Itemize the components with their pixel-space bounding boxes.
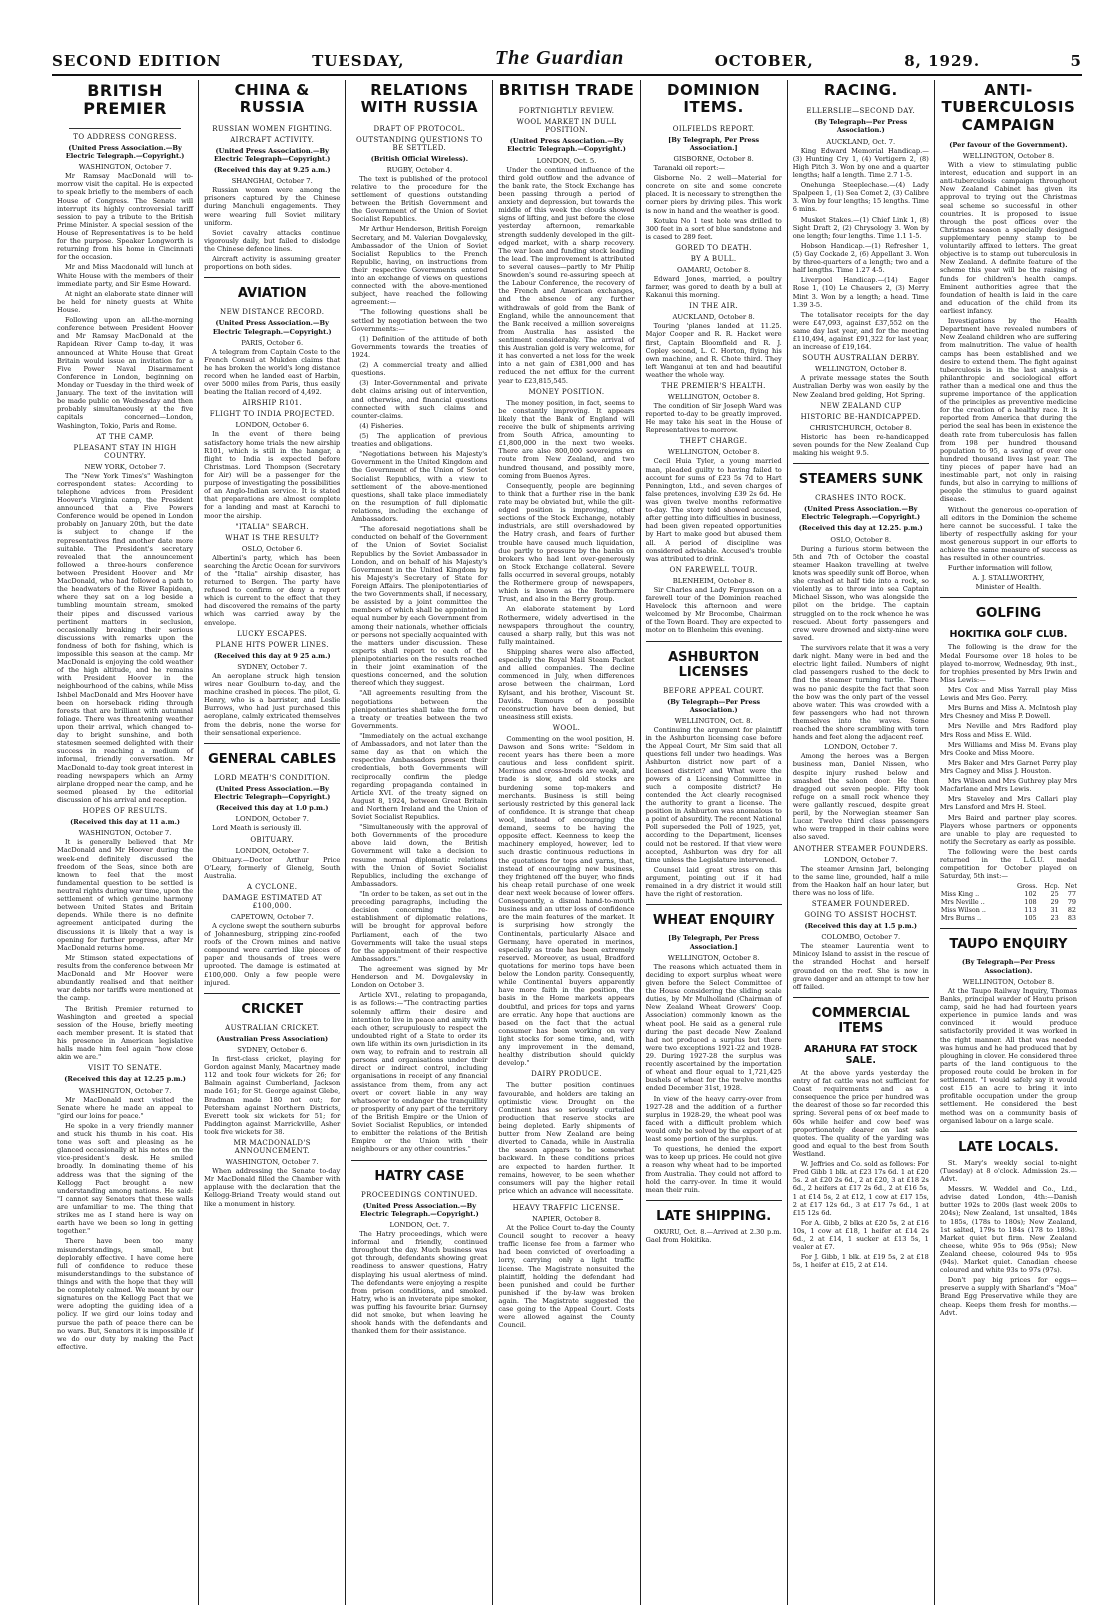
paragraph: Mrs Staveley and Mrs Callari play Mrs Lansford and Mrs H. Steel. — [939, 795, 1077, 812]
handicap: 23 — [1050, 914, 1059, 923]
received-line: (Received this day at 9.25 a.m.) — [213, 165, 331, 174]
paragraph: Albertini's party, which has been searching the Arctic Ocean for survivors of the "Italia" airship disaster, has returned to Bergen. The party have refused to confirm or deny a report which is current to the effect that they had discovered the remains of the party which was carried away by the envelope. — [204, 553, 341, 627]
player-name: Mrs Burns .. — [940, 914, 982, 923]
paragraph: Commenting on the wool position, H. Dawson and Sons write: "Seldom in recent years has there been a more cautious and less confident spirit. Merinos and cross-breds are weak, and trade is slow, and old stocks are burdening some top-makers and merchants. Business is still being seriously restricted by this general lack of confidence. It is strange that cheap wool, instead of encouraging the demand, seems to be having the opposite effect. Keenness to keep the machinery employed, however, led to such drastic continuous reductions in the quotations for tops and yarns, that, instead of encouraging new business, they frightened off the buyer, who finds his cheap retail purchase of one week dear next week because of lower offers. Consequently, a dismal hand-to-mouth business and an utter loss of confidence are the main features of the market. It is surprising how strongly the Continentals, particularly Alsace and Germany, have operated in merinos, especially as trade has been extremely reserved. Moreover, as usual, Bradford quotations for merino tops have been below the London parity. Consequently, while Continental buyers apparently have more faith in the position, the basis in the Home markets appears doubtful, and prices for tops and yarns are erratic. Any hope that auctions are based on the fact that the actual consumer has been working on very light stocks for some time, and, with any improvement in the demand, healthy distribution should quickly develop." — [498, 734, 635, 1068]
subhead: "ITALIA" SEARCH. — [235, 522, 309, 531]
dateline: AUCKLAND, October 8. — [672, 313, 755, 322]
paragraph: Soviet cavalry attacks continue vigorously daily, but failed to dislodge the Chinese defence lines. — [204, 228, 341, 253]
table-row — [940, 898, 1077, 906]
golf-scores-table — [940, 882, 1077, 922]
player-name: Mrs Neville .. — [940, 898, 985, 907]
headline-british-trade: BRITISH TRADE — [498, 81, 635, 99]
paragraph: (3) Inter-Governmental and private debt claims arising out of intervention, and otherwise, and financial questions connected with such claims and counter-claims. — [351, 379, 488, 420]
paragraph: The survivors relate that it was a very dark night. Many were in bed and the electric light failed. Numbers of night clad passengers rushed to the deck to find the steamer turning turtle. There was no panic despite the fact that soon the bow was the only part of the vessel above water. This was crowded with a few passengers who had not thrown themselves into the waves. Some reached the shore scrambling with torn hands and feet along the adjacent reef. — [792, 644, 929, 742]
masthead-month: OCTOBER, — [714, 52, 814, 70]
paragraph: (4) Fisheries. — [359, 421, 404, 430]
net-score: 79 — [1067, 898, 1076, 907]
subhead: GORED TO DEATH. — [675, 243, 752, 252]
paragraph: During a furious storm between the 5th and 7th of October the coastal steamer Haakon travelling at twelve knots was speedily sunk off Boroe, when she crashed at half tide into a rock, so violently as to throw into sea Captain Michael Sisson, who was alongside the pilot on the bridge. The captain struggled on to the rock whence he was rescued. About forty passengers and crew were drowned and sixty-nine were saved. — [792, 544, 929, 642]
dateline: WELLINGTON, October 8. — [815, 365, 907, 374]
signature-title: Minister of Health. — [975, 583, 1042, 592]
subhead: WHAT IS THE RESULT? — [225, 533, 320, 542]
paragraph: In the event of there being satisfactory home trials the new airship R101, which is still in the hangar, a flight to India is expected before Christmas. Lord Thompson (Secretary for Air) will be a passenger for the purpose of investigating the possibilities of an Anglo-Indian service. It is stated that preparations are almost complete for a landing and mast at Karachi to moor the airship. — [204, 430, 341, 520]
paragraph: In first-class cricket, playing for Gordon against Manly, Macartney made 112 and took four wickets for 26; for Balmain against Cumberland, Jackson made 161; for St. George against Glebe, Bradman made 180 not out; for Petersham against Northern Districts, Everett took six wickets for 51; for Paddington against Marrickville, Asher took five wickets for 38. — [204, 1054, 341, 1136]
received-line: (Received this day at 1.0 p.m.) — [215, 804, 329, 813]
paragraph: Don't pay big prices for eggs—preserve a supply with Sharland's "Moa" Brand Egg Preservative while they are cheap. Keeps them fresh for months.—Advt. — [939, 1276, 1077, 1317]
subhead: PROCEEDINGS CONTINUED. — [361, 1190, 478, 1199]
paper-title: The Guardian — [494, 47, 625, 69]
paragraph: OKURU, Oct. 8.—Arrived at 2.30 p.m. Gael from Hokitika. — [645, 1227, 782, 1244]
paragraph: The steamer Arnsinn Jarl, belonging to the same line, grounded, half a mile from the Haakon half an hour later, but there was no loss of life. — [792, 864, 929, 897]
headline-dominion-items: DOMINION ITEMS. — [667, 81, 761, 117]
headline-commercial-items: COMMERCIAL ITEMS — [793, 997, 929, 1040]
credit-line: (United Press Association.—By Electric Telegraph.—Copyright.) — [801, 505, 921, 522]
headline-late-locals: LATE LOCALS. — [940, 1131, 1077, 1159]
gross-score: 108 — [1024, 898, 1037, 907]
dateline: LONDON, October 7. — [824, 743, 898, 752]
paragraph: To questions, he denied the export was to keep up prices. He could not give a reason why wheat had to be imported from Australia. They could not afford to hold the carry-over. In time it would mean their ruin. — [645, 1145, 782, 1194]
column-5 — [641, 80, 788, 1605]
dateline: LONDON, October 6. — [235, 421, 309, 430]
paragraph: "In order to be taken, as set out in the preceding paragraphs, including the decision concerning the re-establishment of diplomatic relations, will be brought for approval before Parliament, each of the two Governments will take the usual steps for the appointment of their respective Ambassadors." — [351, 890, 488, 963]
dateline: LONDON, Oct. 7. — [389, 1221, 450, 1229]
paragraph: He spoke in a very friendly manner and stuck his thumb in his coat. His tone was soft and pleasing as he glanced occasionally at his notes on the vice-president's desk. He smiled broadly. In dominating theme of his address was that the signing of the Kellogg Pact brought a new understanding among nations. He said: "I cannot say Senators that these walls are unfamiliar to me. The thing that strikes me as I stand here is way on earth have we been so long in getting together." — [57, 1121, 194, 1236]
paragraph: The totalisator receipts for the day were £47,093, against £37,552 on the same day last year, and for the meeting £110,494, against £91,322 for last year, an increase of £19,164. — [792, 310, 929, 352]
column-4 — [493, 80, 640, 1605]
headline-wheat-enquiry: WHEAT ENQUIRY — [646, 904, 782, 932]
dateline: BLENHEIM, October 8. — [672, 576, 755, 585]
table-row — [940, 890, 1077, 898]
paragraph: Musket Stakes.—(1) Chief Link 1, (8) Sight Draft 2, (2) Chrysology 3. Won by one length; four lengths. Time 1.1 1-5. — [792, 215, 929, 240]
dateline: COLOMBO, October 7. — [821, 933, 901, 942]
subhead: GOING TO ASSIST HOCHST. — [804, 910, 918, 919]
column-3 — [346, 80, 493, 1605]
dateline: SYDNEY, October 7. — [237, 662, 308, 671]
paragraph: Investigations by the Health Department have revealed numbers of New Zealand children who are suffering from malnutrition. The value of health camps has been established and we desire to extend them. The fight against tuberculosis is in the last analysis a philanthropic and sociological effort rather than a medical one and thus the supreme importance of the application of the principles as preventive medicine for the creation of a healthy race. It is reported from America that during the period the seal has been in existence the death rate from tuberculosis has fallen from 198 per hundred thousand population to 95, a saving of over one hundred thousand lives last year. The tiny pieces of paper have had an inestimable part, not only in raising funds, but also in carrying to millions of people the stimulus to guard against disease. — [939, 317, 1077, 504]
paragraph: (1) Definition of the attitude of both Governments towards the treaties of 1924. — [351, 334, 488, 360]
paragraph: An aeroplane struck high tension wires near Goulburn to-day, and the machine crashed in pieces. The pilot, G. Henry, who is a barrister, and Leslie Burrows, who had just purchased this aeroplane, calmly extricated themselves from the debris, none the worse for their sensational experience. — [204, 671, 341, 737]
dateline: LONDON, Oct. 5. — [536, 156, 597, 165]
credit-line: (United Press Association.—By Electric Telegraph.—Copyright.) — [65, 143, 185, 161]
subhead: OBITUARY. — [250, 835, 295, 844]
gross-score: 113 — [1024, 906, 1037, 915]
subhead: HOPES OF RESULTS. — [82, 807, 168, 816]
received-line: (Received this day at 11 a.m.) — [70, 818, 180, 827]
dateline: CAPETOWN, October 7. — [230, 912, 314, 921]
masthead — [52, 42, 1082, 76]
dateline: WASHINGTON, October 7. — [78, 1086, 172, 1095]
paragraph: Mrs Baird and partner play scores. Players whose partners or opponents are unable to play are requested to notify the Secretary as early as possible. — [939, 813, 1077, 846]
dateline: WELLINGTON, October 8. — [962, 977, 1055, 986]
column-2 — [199, 80, 346, 1605]
subhead: CRASHES INTO ROCK. — [815, 494, 907, 502]
subhead: HISTORIC BE-HANDICAPPED. — [800, 412, 921, 421]
paragraph: An elaborate statement by Lord Rothermere, widely advertised in the newspapers throughout the country, caused a sharp rally, but this was not fully maintained. — [498, 605, 635, 646]
paragraph: Mr Stimson stated expectations of results from the conference between Mr MacDonald and Mr Hoover were abundantly realised and that neither war debts nor tariffs were mentioned at the camp. — [57, 953, 194, 1003]
subhead: BEFORE APPEAL COURT. — [663, 686, 765, 695]
subhead: AIRCRAFT ACTIVITY. — [230, 135, 315, 144]
divider — [69, 128, 181, 129]
net-score: 77 — [1067, 890, 1076, 899]
paragraph: For J. Gibb, 1 blk. at £19 5s, 2 at £18 5s, 1 heifer at £15, 2 at £14. — [792, 1253, 929, 1270]
subhead: OUTSTANDING QUESTIONS TO BE SETTLED. — [355, 135, 483, 152]
paragraph: Mrs Baker and Mrs Garnet Perry play Mrs Cagney and Miss J. Houston. — [939, 758, 1077, 775]
headline-golfing: GOLFING — [940, 597, 1077, 625]
received-line: (Received this day at 12.25 p.m.) — [64, 1075, 186, 1084]
paragraph: Taranaki oil report:— — [653, 163, 725, 172]
paragraph: Without the generous co-operation of all editors in the Dominion the scheme here cannot be successful. I take the liberty of respectfully asking for your most generous support in our efforts to achieve the same measure of success as has resulted in other countries. — [939, 505, 1077, 563]
masthead-day: TUESDAY, — [312, 52, 405, 70]
handicap: 25 — [1050, 890, 1059, 899]
paragraph: Mr Ramsay MacDonald will to-morrow visit the capital. He is expected to speak briefly to the members of each House of Congress. The Senate will interrupt its highly controversial tariff session to pay a tribute to the British Prime Minister. A special session of the House of Representatives is to be held for the purpose. Speaker Longworth is returning from his home in Cincinnati for the occasion. — [57, 172, 194, 262]
player-name: Miss Wilson .. — [940, 906, 986, 915]
handicap: 29 — [1050, 898, 1059, 907]
paragraph: A cyclone swept the southern suburbs of Johannesburg, stripping zinc-roofed roofs of the Crown mines and native compound were carried like pieces of paper and thousands of trees were uprooted. The damage is estimated at £100,000. Only a few people were injured. — [204, 921, 341, 987]
credit-line: (Australian Press Association) — [216, 1034, 329, 1043]
credit-line: (United Press Association.—By Electric Telegraph.—Copyright.) — [212, 319, 332, 336]
subhead: THE PREMIER'S HEALTH. — [661, 382, 766, 391]
subhead: TO ADDRESS CONGRESS. — [73, 132, 177, 141]
table-row — [940, 906, 1077, 914]
dateline: WELLINGTON, October 8. — [667, 393, 760, 402]
table-header-row — [940, 882, 1077, 890]
paragraph: Liverpool Handicap.—(14) Eager Rose 1, (10) Le Chausers 2, (3) Merry Mint 3. Won by a length; a head. Time 1.39 3-5. — [792, 276, 929, 309]
paragraph: "Immediately on the actual exchange of Ambassadors, and not later than the same day as that on which the respective Ambassadors present their credentials, both Governments will reciprocally confirm the pledge regarding propaganda contained in Article XVI. of the treaty signed on August 8, 1924, between Great Britain and Northern Ireland and the Union of Soviet Socialist Republics. — [351, 731, 488, 822]
net-score: 82 — [1067, 906, 1076, 915]
subhead: AIRSHIP R101. — [242, 399, 303, 408]
credit-line: (United Press Association.—By Electric Telegraph—Copyright.) — [214, 784, 331, 801]
dateline: WELLINGTON, Oct. 8. — [674, 717, 753, 726]
received-line: (Received this day at 1.5 p.m.) — [804, 921, 918, 930]
handicap: 31 — [1050, 906, 1059, 915]
headline-late-shipping: LATE SHIPPING. — [646, 1200, 782, 1228]
paragraph: Lord Meath is seriously ill. — [212, 824, 302, 833]
paragraph: At the above yards yesterday the entry of fat cattle was not sufficient for Coast requirements and as a consequence the price per hundred was the dearest of those so far recorded this spring. Several pens of ox beef made to 60s while heifer and cow beef was proportionately dearer on last sale quotes. The quality of the yarding was good and equal to the best from South Westland. — [792, 1068, 929, 1158]
table-header-cell: Gross. — [1017, 882, 1038, 891]
paragraph: Further information will follow, — [947, 564, 1053, 573]
subhead: A CYCLONE. — [247, 882, 298, 891]
dateline: WASHINGTON, October 7. — [225, 1158, 319, 1167]
paragraph: The reasons which actuated them in deciding to export surplus wheat were given before the Select Committee of the House considering the sliding scale duties, by Mr Mulholland (Chairman of New Zealand Wheat Growers' Coop. Association) commonly known as the wheat pool. He said as a general rule during the past decade New Zealand had not produced a surplus but there were two exceptions 1921-22 and 1928-29. During 1927-28 the surplus was recently ascertained by the importation of wheat and flour equal to 1,721,425 bushels of wheat for the twelve months ended December 31st, 1928. — [645, 962, 782, 1093]
headline-aviation: AVIATION — [204, 277, 340, 305]
dateline: WASHINGTON, October 7. — [78, 163, 172, 172]
subhead: FLIGHT TO INDIA PROJECTED. — [209, 410, 335, 419]
paragraph: (5) The application of previous treaties and obligations. — [351, 432, 488, 449]
dateline: NAPIER, October 8. — [531, 1214, 601, 1223]
dateline: OSLO, October 8. — [830, 535, 892, 544]
paragraph: The following is the draw for the Medal Foursome over 18 holes to be played to-morrow, Wednesday, 9th inst., for trophies presented by Mrs Irwin and Miss Lewis:— — [939, 643, 1077, 684]
paragraph: Onehunga Steeplechase.—(4) Lady Spalpeen 1, (1) Sea Comet 2, (3) Calibre 3. Won by four lengths; 15 lengths. Time 6 mins. — [792, 181, 929, 214]
page-number: 5 — [1070, 52, 1082, 70]
dateline: NEW YORK, October 7. — [84, 462, 166, 471]
paragraph: Mrs Neville and Mrs Radford play Mrs Ross and Miss E. Wild. — [939, 722, 1077, 739]
received-line: (Received this day at 12.25. p.m.) — [798, 524, 923, 533]
dateline: LONDON, October 7. — [824, 855, 898, 864]
paragraph: Cecil Huia Tyler, a young married man, pleaded guilty to having failed to account for sums of £23 5s 7d to Hart Pennington, Ltd., and seven charges of false pretences, involving £39 2s 6d. He was given twelve months reformative to-day. The story told showed accused, after getting into difficulties in business, had been given repeated opportunities by Hart to make good but abused them all. A period of discipline was considered advisable. Accused's trouble was attributed to drink. — [645, 457, 782, 563]
paragraph: Mrs Williams and Miss M. Evans play Mrs Cooke and Miss Moore. — [939, 740, 1077, 757]
headline-taupo-enquiry: TAUPO ENQUIRY — [940, 928, 1077, 956]
subhead: DAMAGE ESTIMATED AT £100,000. — [222, 893, 322, 910]
paragraph: Russian women were among the prisoners captured by the Chinese during Manchuli engagements. They were wearing full Soviet military uniform. — [204, 186, 341, 227]
dateline: SYDNEY, October 6. — [237, 1045, 308, 1054]
paragraph: "All agreements resulting from the negotiations between the plenipotentiaries shall take the form of a treaty or treaties between the two Governments. — [351, 689, 488, 730]
paragraph: Shipping shares were also affected, especially the Royal Mail Steam Packet and allied companies. The decline commenced in July, when differences arose between the chairman, Lord Kylsant, and his brother, Viscount St. Davids. Rumours of a possible reconstruction have been denied, but uneasiness still exists. — [498, 647, 635, 721]
paragraph: At the Police Court to-day the County Council sought to recover a heavy traffic license fee from a farmer who had been convicted of overloading a lorry, carrying only a light traffic license. The Magistrate nonsuited the plaintiff, holding the defendant had been punished and could be further punished if the by-law was broken again. The Magistrate suggested the case going to the Appeal Court. Costs were allowed against the County Council. — [498, 1223, 635, 1330]
paragraph: Mrs Wilson and Mrs Guthrey play Mrs Macfarlane and Mrs Lewis. — [939, 777, 1077, 794]
paragraph: Mr Arthur Henderson, British Foreign Secretary, and M. Valerian Dovgalevsky, Ambassador of the Union of Soviet Socialist Republics to the French Republic, having, on instructions from their respective Governments entered into an exchange of views on questions connected with the above-mentioned subject, have reached the following agreement:— — [351, 225, 488, 307]
subhead: ELLERSLIE—SECOND DAY. — [806, 107, 916, 116]
gross-score: 105 — [1024, 914, 1037, 923]
credit-line: (United Press Association.—By Electric Telegraph.—Copyright.) — [360, 1201, 479, 1218]
table-header-cell: Net — [1065, 882, 1077, 891]
headline-cricket: CRICKET — [204, 993, 340, 1021]
edition-label: SECOND EDITION — [52, 52, 222, 70]
credit-line: (By Telegraph—Per Press Association.) — [814, 118, 908, 135]
paragraph: A telegram from Captain Coste to the French Consul at Mukden claims that he has broken the world's long distance record when he landed east of Harbin, over 5000 miles from Paris, thus easily beating the Italian record of 4,492. — [204, 347, 341, 397]
paragraph: Edward Jones, married, a poultry farmer, was gored to death by a bull at Kakanui this morning. — [645, 274, 782, 300]
table-row — [940, 914, 1077, 922]
paragraph: Following upon an all-the-morning conference between President Hoover and Mr Ramsay MacDonald at the Rapidean River Camp to-day, it was announced at White House that Great Britain would issue an invitation for a Five Power Naval Disarmament Conference in London, beginning on Monday or Tuesday in the third week of January. The text of the invitation will be made public on Wednesday and then probably simultaneously at the five capitals concerned—London, Washington, Tokio, Paris and Rome. — [57, 316, 194, 430]
dateline: LONDON, October 7. — [235, 815, 309, 824]
paragraph: Among the heroes was a Bergen business man, Daniel Nissen, who despite injury rushed below and smashed the saloon door. He then dragged out seven people. Fifty took refuge on a small rock whence they were gallantly rescued, despite great peril, by the Norwegian steamer San Lucar. Twelve third class passengers who were trapped in their cabins were also saved. — [792, 752, 929, 842]
subhead: PLEASANT STAY IN HIGH COUNTRY. — [73, 443, 177, 460]
paragraph: "Negotiations between his Majesty's Government in the United Kingdom and the Government of the Union of Soviet Socialist Republics, with a view to settlement of the above-mentioned questions, shall take place immediately on the resumption of full diplomatic relations, including the exchange of Ambassadors. — [351, 450, 488, 524]
credit-line: (United Press Association.—By Electric Telegraph.—Copyright.) — [507, 137, 626, 154]
paragraph: The agreement was signed by Mr Henderson and M. Dovgalevsky in London on October 3. — [351, 965, 488, 990]
paragraph: St. Mary's weekly social to-night (Tuesday) at 8 o'clock. Admission 2s.—Advt. — [939, 1158, 1077, 1183]
headline-relations-russia: RELATIONS WITH RUSSIA — [360, 81, 479, 117]
paragraph: Counsel laid great stress on this argument, pointing out if it had remained in a dry district it would still have the right of restoration. — [645, 865, 782, 899]
paragraph: Mrs Cox and Miss Yarrall play Miss Lewis and Mrs Geo. Perry. — [939, 686, 1077, 703]
paragraph: Kotuku No 1 test hole was drilled to 300 feet in a sort of blue sandstone and is cased to 289 feet. — [645, 216, 782, 241]
masthead-date: 8, 1929. — [904, 52, 981, 70]
paragraph: At night an elaborate state dinner will be held for ninety guests at White House. — [57, 289, 194, 314]
paragraph: The butter position continues favourable, and holders are taking an optimistic view. Drought on the Continent has so seriously curtailed production that reserve stocks are being depleted. Early shipments of butter from New Zealand are being diverted to Canada, while in Australia the season appears to be somewhat backward. In these conditions prices are expected to harden further. It remains, however, to be seen whether consumers will pay the higher retail price which an advance will necessitate. — [498, 1081, 635, 1195]
subhead: MR MACDONALD'S ANNOUNCEMENT. — [233, 1139, 311, 1156]
dateline: GISBORNE, October 8. — [673, 154, 754, 163]
subhead: DAIRY PRODUCE. — [531, 1070, 602, 1079]
headline-hokitika-golf: HOKITIKA GOLF CLUB. — [949, 629, 1068, 641]
paragraph: Messrs. W. Weddel and Co., Ltd., advise dated London, 4th:—Danish butter 192s to 200s (last week 200s to 204s); New Zealand, 1st unsalted, 184s to 185s, (178s to 180s); New Zealand, 1st salted, 179s to 184s (178 to 189s). Market quiet but firm. New Zealand cheese, white 95s to 96s (95s); New Zealand cheese, coloured 94s to 95s (94s). Market quiet. Canadian cheese coloured and white 93s to 97s (97s). — [939, 1185, 1077, 1275]
paragraph: Historic has been re-handicapped seven pounds for the New Zealand Cup making his weight 9.5. — [792, 432, 929, 457]
paragraph: For A. Gibb, 2 blks at £20 5s, 2 at £16 10s, 1 cow at £18, 1 heifer at £14 2s 6d., 2 at £14, 1 sucker at £13 5s, 1 vealer at £7. — [792, 1218, 929, 1252]
subhead: RUSSIAN WOMEN FIGHTING. — [212, 124, 333, 133]
dateline: PARIS, October 6. — [241, 338, 304, 347]
subhead: NEW ZEALAND CUP — [820, 401, 902, 410]
dateline: RUGBY, October 4. — [386, 165, 453, 174]
paragraph: Aircraft activity is assuming greater proportions on both sides. — [204, 255, 341, 272]
subhead: AT THE CAMP. — [96, 432, 154, 441]
subhead: STEAMER FOUNDERED. — [811, 899, 910, 908]
paragraph: The money position, in fact, seems to be constantly improving. It appears likely that the Bank of England will receive the bulk of shipments arriving from South Africa, amounting to £1,800,000 in the next two weeks. There are also 800,000 sovereigns en route from New Zealand, and two hundred thousand, and possibly more, coming from Buenos Ayres. — [498, 398, 635, 480]
subhead: BY A BULL. — [690, 254, 737, 263]
paragraph: The Hatry proceedings, which were informal and friendly, continued throughout the day. Much business was got through, defendants showing great readiness to answer questions, Hatry displaying his usual alertness of mind. The defendants were enjoying a respite from prison conditions, and smoked. Hatry, who is an inveterate pipe smoker, was puffing his favourite briar. Gurnsey did not smoke, but when leaving he shook hands with the defendants and thanked them for their assistance. — [351, 1230, 488, 1336]
subhead: IN THE AIR. — [689, 302, 739, 311]
headline-british-premier: BRITISH PREMIER — [83, 81, 167, 119]
dateline: OAMARU, October 8. — [676, 265, 751, 274]
paragraph: At the Taupo Railway Inquiry, Thomas Banks, principal warder of Hautu prison camp, said he had had fourteen years experience in pumice lands and was convinced it would produce satisfactorily provided it was worked in the right manner. All that was needed was humus and he had produced that by ploughing in clover. He considered three parts of the land contiguous to the proposed route could be broken in for settlement. "I would safely say it would cost £15 an acre to bring it into profitable occupation under the group settlement. He considered the best method was on a community basis of organised labour on a large scale. — [939, 986, 1077, 1125]
table-header-cell: Hcp. — [1044, 882, 1060, 891]
credit-line: (Per favour of the Government). — [949, 140, 1068, 149]
subhead: LUCKY ESCAPES. — [237, 629, 308, 638]
paragraph: The steamer Laurentia went to Minicoy Island to assist in the rescue of the stranded Hochst and herself grounded on the reef. She is now in grave danger and an attempt to tow her off failed. — [792, 942, 929, 991]
paragraph: Obituary.—Doctor Arthur Price O'Leary, formerly of Glenelg, South Australia. — [204, 855, 341, 880]
paragraph: King Edward Memorial Handicap.—(3) Hunting Cry 1, (4) Vertigern 2, (8) High Pitch 3. Won by one and a quarter lengths; half a length. Time 2.7 1-5. — [792, 146, 929, 180]
gross-score: 102 — [1024, 890, 1037, 899]
paragraph: Touring 'planes landed at 11.25. Major Cooper and R. R. Hacket were first, Captain Bloomfield and R. J. Copley second, L. C. Horton, flying his own machine, and R. Chote third. They left Wanganui at ten and had beautiful weather the whole way. — [645, 322, 782, 379]
subhead: NEW DISTANCE RECORD. — [220, 308, 325, 317]
subhead: HEAVY TRAFFIC LICENSE. — [512, 1203, 621, 1212]
credit-line: (British Official Wireless). — [370, 154, 468, 163]
column-6 — [788, 80, 935, 1605]
subhead: THEFT CHARGE. — [679, 437, 748, 446]
paragraph: Consequently, people are beginning to think that a further rise in the bank rate may be obviated but, while the gilt-edged position is improving, other sections of the Stock Exchange, notably industrials, are still overshadowed by the Hatry crash, and fears of further trouble have caused much liquidation, due partly to pressure by the banks on brokers who had lent over-generously on Stock Exchange collateral. Severe falls occurred in several groups, notably the Rothermere group of newspapers, which is known as the Rothermere Trust, and also in the Berry group. — [498, 481, 635, 604]
headline-racing: RACING. — [823, 81, 898, 99]
column-7 — [935, 80, 1082, 1605]
dateline: SHANGHAI, October 7. — [231, 177, 313, 186]
subhead: VISIT TO SENATE. — [88, 1064, 163, 1073]
paragraph: With a view to stimulating public interest, education and support in an anti-tuberculosis campaign throughout New Zealand Cabinet has given its approval to trying out the Christmas seal scheme so successful in other countries. It is proposed to issue through the post offices over the Christmas season a specially designed supplementary penny stamp to be voluntarily affixed to letters. The great objective is to stamp out tuberculosis in New Zealand. A definite feature of the scheme this year will be the raising of funds for children's health camps. Eminent authorities agree that the foundation of health is laid in the care and education of the child from its earliest infancy. — [939, 160, 1077, 315]
subhead: ON FAREWELL TOUR. — [669, 565, 758, 574]
headline-hatry-case: HATRY CASE — [351, 1160, 487, 1188]
subhead: AUSTRALIAN CRICKET. — [225, 1023, 320, 1032]
headline-steamers-sunk: STEAMERS SUNK — [793, 463, 929, 491]
subhead: DRAFT OF PROTOCOL. — [373, 124, 466, 133]
paragraph: "The following questions shall be settled by negotiation between the two Governments:— — [351, 308, 488, 333]
subhead: WOOL. — [552, 723, 581, 732]
paragraph: (2) A commercial treaty and allied questions. — [351, 361, 488, 378]
dateline: CHRISTCHURCH, October 8. — [809, 423, 912, 432]
credit-line: (United Press Association.—By Electric Telegraph—Copyright.) — [214, 146, 331, 163]
credit-line: [By Telegraph, Per Press Association.] — [668, 934, 760, 951]
credit-line: [By Telegraph, Per Press Association.] — [668, 135, 760, 152]
credit-line: (By Telegraph—Per Press Association.) — [667, 697, 761, 714]
newspaper-columns — [52, 80, 1082, 1605]
paragraph: A private message states the South Australian Derby was won easily by the New Zealand bred gelding, Hot Spring. — [792, 374, 929, 399]
paragraph: Under the continued influence of the third gold outflow and the advance of the bank rate, the Stock Exchange has been passing through a period of anxiety and depression, but towards the middle of this week the clouds showed signs of lifting, and just before the close yesterday afternoon, remarkable strength suddenly developed in the gilt-edged market, with a sharp recovery. The war loan and funding stock leading the lead. The improvement is attributed to several causes—partly to Mr Philip Snowden's sound re-assuring speech at the Labour Conference, the recovery of the French and American exchanges, and the absence of any further withdrawals of gold from the Bank of England, while the announcement that the Bank received a million sovereigns from Australia has assisted the sentiment considerably. The arrival of this Australian gold is very welcome, for it has converted a net loss for the week into a net gain of £381,000 and has reduced the net efflux for the current year to £23,815,545. — [498, 165, 635, 385]
paragraph: Sir Charles and Lady Fergusson on a farewell tour of the Dominion reached Havelock this afternoon and were welcomed by Mr Brocombe, Chairman of the Town Board. They are expected to motor on to Blenheim this evening. — [645, 585, 782, 635]
subhead: SOUTH AUSTRALIAN DERBY. — [802, 354, 920, 363]
paragraph: The following were the best cards returned in the L.G.U. medal competition for October played on Saturday, 5th inst:— — [939, 847, 1077, 881]
headline-arahura-sale: ARAHURA FAT STOCK SALE. — [804, 1043, 918, 1066]
subhead: LORD MEATH'S CONDITION. — [214, 773, 331, 782]
player-name: Miss King .. — [940, 890, 980, 899]
paragraph: Hobson Handicap.—(1) Refresher 1, (5) Gay Cockade 2, (6) Appellant 3. Won by three-quarters of a length; two and a half lengths. Time 1.27 4-5. — [792, 241, 929, 275]
paragraph: Mrs Burns and Miss A. McIntosh play Mrs Chesney and Miss P. Dowell. — [939, 704, 1077, 721]
paragraph: In view of the heavy carry-over from 1927-28 and the addition of a further surplus in 1928-29, the wheat pool was faced with a difficult problem which would only be solved by the export of at least some portion of the surplus. — [645, 1094, 782, 1144]
paragraph: "Simultaneously with the approval of both Governments of the procedure above laid down, the British Government will take a decision to resume normal diplomatic relations with the Union of Soviet Socialist Republics, including the exchange of Ambassadors. — [351, 823, 488, 888]
divider — [510, 1199, 622, 1200]
subhead: OILFIELDS REPORT. — [672, 124, 755, 133]
dateline: OSLO, October 6. — [241, 544, 303, 553]
dateline: WASHINGTON, October 7. — [78, 829, 172, 838]
paragraph: The condition of Sir Joseph Ward was reported to-day to be greatly improved. He may take his seat in the House of Representatives to-morrow. — [645, 402, 782, 435]
subhead: WOOL MARKET IN DULL POSITION. — [516, 118, 617, 135]
paragraph: The text is published of the protocol relative to the procedure for the settlement of questions outstanding between the British Government and the Government of the Union of Soviet Socialist Republics. — [351, 174, 488, 224]
subhead: FORTNIGHTLY REVIEW. — [518, 107, 615, 116]
headline-general-cables: GENERAL CABLES — [204, 743, 340, 771]
subhead: ANOTHER STEAMER FOUNDERS. — [793, 844, 929, 853]
credit-line: (By Telegraph—Per Press Association). — [961, 958, 1055, 975]
paragraph: When addressing the Senate to-day Mr MacDonald filled the Chamber with applause with the declaration that the Kellogg-Briand Treaty would stand out like a monument in history. — [204, 1167, 341, 1208]
dateline: WELLINGTON, October 8. — [667, 448, 760, 457]
headline-anti-tuberculosis: ANTI-TUBERCULOSIS CAMPAIGN — [941, 81, 1076, 134]
dateline: WELLINGTON, October 8. — [667, 953, 760, 962]
paragraph: Mr MacDonald next visited the Senate where he made an appeal to "gird our loins for peace." — [57, 1095, 194, 1120]
paragraph: The British Premier returned to Washington and greeted a special session of the House, briefly meeting each member present. It is stated that his presence in American legislative halls made him feel again "how close akin we are." — [57, 1004, 194, 1062]
paragraph: The "New York Times's" Washington correspondent states: According to telephone advices from President Hoover's Virginia camp, the President announced that a Five Powers Conference would be opened in London probably on January 20th, but the date is subject to change if the representatives find another date more suitable. The President's secretary revealed that the announcement followed a three-hours conference between President Hoover and Mr MacDonald, who had followed a path to the headwaters of the River Rapidean, where they sat on a log beside a tumbling mountain stream, smoked their pipes and discussed various pertinent matters in seclusion, occasionally breaking their serious discussions with remarks upon the fondness of both for fishing, which is impossible this season at the camp. Mr MacDonald is enjoying the cold weather of the high altitude, and he remains with President Hoover in the neighbourhood of the cabins, while Miss Ishbel MacDonald and Mrs Hoover have been on horseback riding through forests that are brilliant with autumnal foliage. There was threatening weather upon their arrival, which changed to-day to bright sunshine, and both statesmen seemed delighted with their success in reaching a medium of informal, friendly conversation. Mr MacDonald to-day took great interest in reading newspapers which an Army airplane dropped near the camp, and he seemed pleased by the editorial discussion of his arrival and reception. — [57, 471, 194, 805]
dateline: WELLINGTON, October 8. — [962, 151, 1055, 160]
signature-name: A. J. STALLWORTHY, — [972, 574, 1045, 583]
headline-ashburton-licenses: ASHBURTON LICENSES — [646, 641, 782, 684]
dateline: LONDON, October 7. — [235, 846, 309, 855]
dateline: AUCKLAND, Oct. 7. — [826, 137, 896, 146]
column-1 — [52, 80, 199, 1605]
subhead: PLANE HITS POWER LINES. — [215, 640, 329, 649]
paragraph: It is generally believed that Mr MacDonald and Mr Hoover during the week-end definitely discussed the freedom of the Seas, since both are known to feel that the most fundamental question to be settled is neutral rights during war time, upon the settlement of which genuine harmony between United States and Britain depends. While there is no definite agreement anticipated during the discussions it is likely that a way is opening for further progress, after Mr MacDonald returns home. — [57, 838, 194, 952]
headline-china-russia: CHINA & RUSSIA — [234, 81, 310, 117]
paragraph: Mr and Miss Macdonald will lunch at White House with the members of their immediate party, and Sir Esme Howard. — [57, 263, 194, 288]
paragraph: W. Jeffries and Co. sold as follows: For Fred Gibb 1 blk. at £23 17s 6d. 1 at £20 5s. 2 at £20 2s 6d., 2 at £20, 3 at £18 2s 6d., 2 heifers at £17 2s 6d., 2 at £16 5s, 1 at £14 5s, 2 at £12, 1 cow at £17 15s, 2 at £17 12s 6d., 3 at £17 7s 6d., 1 at £15 12s 6d. — [792, 1160, 929, 1217]
paragraph: Continuing the argument for plaintiff in the Ashburton licensing case before the Appeal Court, Mr Sim said that all questions fell under two headings. Was Ashburton district now part of a licensed district? and What were the powers of a Licensing Committee in such a composite district? He contended the Act clearly recognised the authority to grant a license. The position in Ashburton was anomalous to a point of absurdity. The recent National Poll superseded the Poll of 1925, yet, according to the Department, licenses could not be restored. If that view were accepted, Ashburton was dry for all time unless the Legislature intervened. — [645, 726, 782, 864]
paragraph: There have been too many misunderstandings, small, but deplorably effective. I have come here full of confidence to reduce these misunderstandings to the substance of things and with the hope that they will be completely calmed. We meant by our signatures on the Kellogg Pact that we were adopting the guiding idea of a policy. If we gird our loins today and pursue the path of peace there can be no wars. But, Senators it is impossible if we do our duty by making the Pact effective. — [57, 1237, 194, 1351]
received-line: (Received this day at 9 25 a.m.) — [213, 651, 331, 660]
paragraph: Article XVI., relating to propaganda, is as follows:—"The contracting parties solemnly affirm their desire and intention to live in peace and amity with each other, scrupulously to respect the undoubted right of a State to order its own life within its own jurisdiction in its own way, to refrain and to restrain all persons and organisations under their direct or indirect control, including organisations in receipt of any financial assistance from them, from any act overt or covert liable in any way whatsoever to endanger the tranquillity or prosperity of any part of the territory of the British Empire or the Union of Soviet Socialist Republics, or intended to embitter the relations of the British Empire or the Union with their neighbours or any other countries." — [351, 991, 488, 1154]
table-header-cell — [940, 882, 1008, 890]
paragraph: "The aforesaid negotiations shall be conducted on behalf of the Government of the Union of Soviet Socialist Republics by the Soviet Ambassador in London, and on behalf of his Majesty's Government in the United Kingdom by his Majesty's Secretary of State for Foreign Affairs. The plenipotentiaries of the two Governments shall, if necessary, be assisted by a joint committee the members of which shall be appointed in equal number by each Government from among their nationals, whether officials or persons not specially acquainted with the matters under discussion. These experts shall report to each of the plenipotentiaries on the results reached in their joint examination of the questions concerned, and the solution thereof which they suggest. — [351, 525, 488, 688]
subhead: MONEY POSITION. — [528, 387, 605, 396]
net-score: 83 — [1067, 914, 1076, 923]
paragraph: Gisborne No. 2 well—Material for concrete on site and some concrete placed. It is necessary to strengthen the corner piers by driving piles. This work is now in hand and the weather is good. — [645, 174, 782, 215]
